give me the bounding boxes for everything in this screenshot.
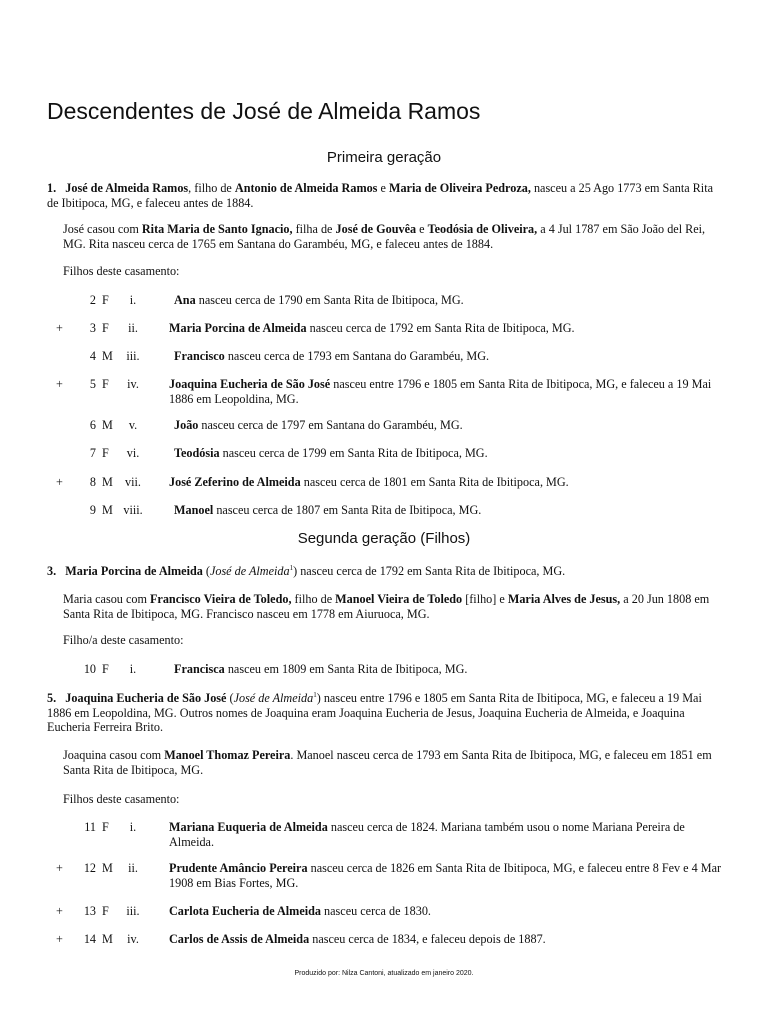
- child-sex: M: [102, 475, 113, 489]
- text-fragment: nasceu a 25 Ago 1773 em Santa Rita de Ibitipoca, MG, e faleceu antes de 1884.: [47, 181, 713, 210]
- child-text: [174, 293, 725, 308]
- child-name: Carlota Eucheria de Almeida: [169, 904, 321, 918]
- person-3-entry: [47, 564, 727, 579]
- child-details: nasceu cerca de 1801 em Santa Rita de Ibitipoca, MG.: [300, 475, 569, 489]
- child-details: nasceu cerca de 1799 em Santa Rita de Ibitipoca, MG.: [219, 446, 488, 460]
- text-fragment: ) nasceu entre 1796 e 1805 em Santa Rita de Ibitipoca, MG, e faleceu a 19 Mai 1886 em Leopoldina, MG. Outros nomes de Joaquina eram Joaquina Eucheria de Jesus, Joaquina Eucheria de Almeida, e Joaquina Eucheria Ferreira Brito.: [47, 691, 702, 734]
- child-ordinal: i.: [129, 293, 137, 307]
- person-5-marriage: [63, 748, 727, 777]
- spouse-mother-name: Teodósia de Oliveira,: [427, 222, 538, 236]
- generation-heading-first: Primeira geração: [326, 149, 442, 166]
- child-text: [169, 861, 725, 890]
- child-name: Ana: [174, 293, 196, 307]
- person-name: José de Almeida Ramos: [65, 181, 189, 195]
- child-sex: M: [102, 861, 113, 875]
- person-5-entry: [47, 691, 727, 735]
- child-ordinal: viii.: [123, 503, 143, 517]
- text-fragment: José casou com: [63, 222, 142, 236]
- child-sex: F: [102, 377, 109, 391]
- person-name: Maria Porcina de Almeida: [65, 564, 203, 578]
- child-details: nasceu cerca de 1834, e faleceu depois de 1887.: [309, 932, 546, 946]
- person-3-marriage: [63, 592, 727, 621]
- child-name: Mariana Euqueria de Almeida: [169, 820, 328, 834]
- child-ordinal: ii.: [128, 321, 138, 335]
- child-ordinal: iii.: [126, 349, 140, 363]
- child-name: José Zeferino de Almeida: [169, 475, 301, 489]
- text-fragment: a 20 Jun 1808 em Santa Rita de Ibitipoca, MG. Francisco nasceu em 1778 em Aiuruoca, MG.: [63, 592, 710, 621]
- child-sex: F: [102, 662, 109, 676]
- child-name: Francisco: [174, 349, 225, 363]
- child-name: Carlos de Assis de Almeida: [169, 932, 310, 946]
- child-details: nasceu entre 1796 e 1805 em Santa Rita de Ibitipoca, MG, e faleceu a 19 Mai 1886 em Leopoldina, MG.: [169, 377, 712, 406]
- child-text: [169, 377, 725, 406]
- spouse-name: Manoel Thomaz Pereira: [164, 748, 291, 762]
- child-sex: F: [102, 446, 109, 460]
- child-name: Manoel: [174, 503, 214, 517]
- child-ordinal: i.: [129, 820, 137, 834]
- child-number: 7: [89, 446, 96, 460]
- child-number: 5: [89, 377, 96, 391]
- child-ordinal: v.: [128, 418, 138, 432]
- child-number: 2: [89, 293, 96, 307]
- child-number: 10: [83, 662, 96, 676]
- child-name: Francisca: [174, 662, 225, 676]
- child-name: Prudente Amâncio Pereira: [169, 861, 308, 875]
- child-ordinal: i.: [129, 662, 137, 676]
- children-label: Filho/a deste casamento:: [63, 633, 184, 647]
- parent-name: José de Almeida: [233, 691, 314, 705]
- child-ordinal: ii.: [128, 861, 138, 875]
- child-name: Teodósia: [174, 446, 220, 460]
- child-text: [174, 349, 725, 364]
- text-fragment: , filho de: [188, 181, 235, 195]
- child-details: nasceu cerca de 1797 em Santana do Garambéu, MG.: [198, 418, 463, 432]
- child-sex: F: [102, 904, 109, 918]
- footnote-ref: 1: [313, 690, 317, 699]
- child-sex: M: [102, 932, 113, 946]
- has-descendants-marker: +: [56, 932, 63, 946]
- child-ordinal: iv.: [127, 932, 139, 946]
- child-ordinal: iv.: [127, 377, 139, 391]
- child-sex: M: [102, 349, 113, 363]
- child-name: Joaquina Eucheria de São José: [169, 377, 331, 391]
- child-text: [174, 662, 725, 677]
- spouse-mother-name: Maria Alves de Jesus,: [507, 592, 621, 606]
- child-number: 14: [83, 932, 96, 946]
- has-descendants-marker: +: [56, 861, 63, 875]
- child-number: 3: [89, 321, 96, 335]
- text-fragment: . Manoel nasceu cerca de 1793 em Santa Rita de Ibitipoca, MG, e faleceu em 1851 em Santa Rita de Ibitipoca, MG.: [63, 748, 712, 777]
- children-label: Filhos deste casamento:: [63, 264, 180, 278]
- has-descendants-marker: +: [56, 904, 63, 918]
- child-text: [174, 418, 725, 433]
- person-number: 3.: [47, 564, 57, 578]
- child-details: nasceu cerca de 1830.: [321, 904, 431, 918]
- child-sex: F: [102, 293, 109, 307]
- child-details: nasceu cerca de 1793 em Santana do Garambéu, MG.: [224, 349, 490, 363]
- child-text: [169, 932, 725, 947]
- person-number: 5.: [47, 691, 57, 705]
- child-text: [169, 820, 725, 849]
- text-fragment: filho de: [291, 592, 336, 606]
- child-number: 4: [89, 349, 96, 363]
- text-fragment: ) nasceu cerca de 1792 em Santa Rita de Ibitipoca, MG.: [293, 564, 566, 578]
- parent-name: José de Almeida: [209, 564, 290, 578]
- father-name: Antonio de Almeida Ramos: [234, 181, 378, 195]
- text-fragment: Joaquina casou com: [63, 748, 165, 762]
- child-ordinal: vii.: [125, 475, 141, 489]
- child-sex: F: [102, 820, 109, 834]
- person-1-marriage: [63, 222, 727, 251]
- child-sex: M: [102, 503, 113, 517]
- child-details: nasceu cerca de 1790 em Santa Rita de Ibitipoca, MG.: [195, 293, 464, 307]
- child-text: [169, 321, 725, 336]
- person-number: 1.: [47, 181, 57, 195]
- child-name: João: [174, 418, 199, 432]
- has-descendants-marker: +: [56, 475, 63, 489]
- has-descendants-marker: +: [56, 377, 63, 391]
- child-ordinal: iii.: [126, 904, 140, 918]
- child-details: nasceu cerca de 1792 em Santa Rita de Ibitipoca, MG.: [306, 321, 575, 335]
- child-number: 9: [89, 503, 96, 517]
- child-details: nasceu cerca de 1807 em Santa Rita de Ibitipoca, MG.: [213, 503, 482, 517]
- child-number: 11: [84, 820, 96, 834]
- person-name: Joaquina Eucheria de São José: [65, 691, 227, 705]
- text-fragment: a 4 Jul 1787 em São João del Rei, MG. Rita nasceu cerca de 1765 em Santana do Garambéu, MG, e faleceu antes de 1884.: [63, 222, 706, 251]
- child-text: [174, 446, 725, 461]
- footnote-ref: 1: [289, 563, 294, 572]
- spouse-name: Rita Maria de Santo Ignacio,: [141, 222, 293, 236]
- child-number: 12: [83, 861, 96, 875]
- child-name: Maria Porcina de Almeida: [169, 321, 307, 335]
- child-sex: M: [102, 418, 113, 432]
- text-fragment: filha de: [292, 222, 336, 236]
- children-label: Filhos deste casamento:: [63, 792, 180, 806]
- text-fragment: e: [416, 222, 428, 236]
- child-ordinal: vi.: [126, 446, 140, 460]
- spouse-name: Francisco Vieira de Toledo,: [149, 592, 292, 606]
- child-sex: F: [102, 321, 109, 335]
- child-details: nasceu cerca de 1824. Mariana também usou o nome Mariana Pereira de Almeida.: [169, 820, 685, 849]
- spouse-father-name: José de Gouvêa: [335, 222, 417, 236]
- page-footer: Produzido por: Nilza Cantoni, atualizado em janeiro 2020.: [294, 970, 474, 977]
- text-fragment: Maria casou com: [63, 592, 150, 606]
- text-fragment: (: [226, 691, 234, 705]
- spouse-father-name: Manoel Vieira de Toledo: [335, 592, 463, 606]
- child-number: 6: [89, 418, 96, 432]
- child-text: [169, 904, 725, 919]
- text-fragment: [filho] e: [462, 592, 508, 606]
- mother-name: Maria de Oliveira Pedroza,: [388, 181, 531, 195]
- generation-heading-second: Segunda geração (Filhos): [297, 530, 471, 547]
- child-number: 13: [83, 904, 96, 918]
- text-fragment: (: [202, 564, 210, 578]
- text-fragment: e: [377, 181, 389, 195]
- child-number: 8: [89, 475, 96, 489]
- child-details: nasceu cerca de 1826 em Santa Rita de Ibitipoca, MG, e faleceu entre 8 Fev e 4 Mar 1908 em Bias Fortes, MG.: [169, 861, 722, 890]
- has-descendants-marker: +: [56, 321, 63, 335]
- child-text: [174, 503, 725, 518]
- child-details: nasceu em 1809 em Santa Rita de Ibitipoca, MG.: [224, 662, 468, 676]
- page-title: Descendentes de José de Almeida Ramos: [47, 98, 481, 124]
- child-text: [169, 475, 725, 490]
- person-1-entry: [47, 181, 727, 210]
